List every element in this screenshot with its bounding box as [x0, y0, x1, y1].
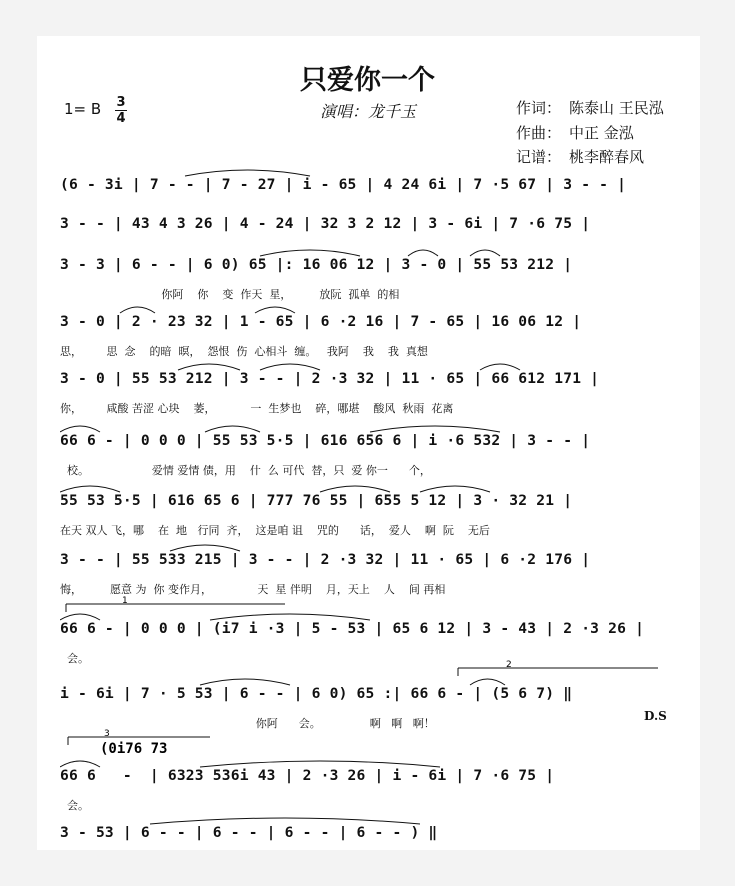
volta-1-number: 1	[122, 596, 128, 606]
volta-3-notes: (0i76 73	[100, 741, 168, 757]
score-line-5-notes: 3 - 0 | 55 53 212 | 3 - - | 2 ·3 32 | 11 · 65 | 66 612 171 |	[60, 370, 600, 387]
score-line-9-notes: 66 6 - | 0 0 0 | (i7 i ·3 | 5 - 53 | 65 6 12 | 3 - 43 | 2 ·3 26 |	[60, 620, 645, 637]
singer-credit: 演唱：龙千玉	[320, 102, 417, 121]
score-line-12-notes: 3 - 53 | 6 - - | 6 - - | 6 - - | 6 - - ) ‖	[60, 824, 438, 841]
score-line-1-notes: (6 - 3i | 7 - - | 7 - 27 | i - 65 | 4 24 6i | 7 ·5 67 | 3 - - |	[60, 176, 627, 193]
composer-label: 作曲：	[516, 124, 562, 142]
score-line-11-notes: 66 6 - | 6323 536i 43 | 2 ·3 26 | i - 6i | 7 ·6 75 |	[60, 767, 555, 784]
score-line-7-notes: 55 53 5·5 | 616 65 6 | 777 76 55 | 655 5 12 | 3 · 32 21 |	[60, 492, 573, 509]
score-line-9-lyrics: 会。	[60, 652, 89, 665]
transcriber-name: 桃李醉春风	[569, 148, 645, 166]
lyricist-name: 陈泰山 王民泓	[569, 99, 664, 117]
volta-2-number: 2	[506, 660, 512, 670]
score-line-8-lyrics: 悔， 愿意 为 你 变作月， 天 星 伴明 月，天上 人 间 再相	[60, 583, 446, 596]
score-line-7-lyrics: 在天 双人 飞，哪 在 地 行同 齐， 这是咱 诅 咒的 话， 爱人 啊 阮 无后	[60, 524, 490, 537]
volta-3-number: 3	[104, 729, 110, 739]
score-line-5-lyrics: 你， 咸酸 苦涩 心块 萎， 一 生梦也 碎，哪堪 酸风 秋雨 花离	[60, 402, 454, 415]
score-line-3-lyrics: 你阿 你 变 作天 星， 放阮 孤单 的相	[60, 288, 400, 301]
composer-credit	[516, 122, 634, 143]
score-line-3-notes: 3 - 3 | 6 - - | 6 0) 65 |: 16 06 12 | 3 - 0 | 55 53 212 |	[60, 256, 573, 273]
song-title: 只爱你一个	[300, 65, 435, 96]
score-line-6-notes: 66 6 - | 0 0 0 | 55 53 5·5 | 616 656 6 | i ·6 532 | 3 - - |	[60, 432, 591, 449]
score-line-10-lyrics: 你阿 会。 啊 啊 啊！	[60, 717, 435, 730]
score-line-4-notes: 3 - 0 | 2 · 23 32 | 1 - 65 | 6 ·2 16 | 7 - 65 | 16 06 12 |	[60, 313, 582, 330]
lyricist-label: 作词：	[516, 99, 562, 117]
transcriber-credit	[516, 146, 644, 167]
lyricist-credit	[516, 97, 664, 118]
score-line-11-lyrics: 会。	[60, 799, 89, 812]
composer-name: 中正 金泓	[569, 124, 634, 142]
time-signature	[115, 96, 127, 125]
score-line-2-notes: 3 - - | 43 4 3 26 | 4 - 24 | 32 3 2 12 | 3 - 6i | 7 ·6 75 |	[60, 215, 591, 232]
time-sig-top: 3	[116, 95, 126, 110]
score-line-4-lyrics: 思， 思 念 的暗 暝， 怨恨 伤 心相斗 缠。 我阿 我 我 真想	[60, 345, 428, 358]
ds-marking: D.S	[644, 709, 667, 723]
score-line-10-notes: i - 6i | 7 · 5 53 | 6 - - | 6 0) 65 :| 66 6 - | (5 6 7) ‖	[60, 685, 573, 702]
score-line-6-lyrics: 校。 爱情 爱情 债，用 什 么 可代 替，只 爱 你一 个，	[60, 464, 431, 477]
score-line-8-notes: 3 - - | 55 533 215 | 3 - - | 2 ·3 32 | 11 · 65 | 6 ·2 176 |	[60, 551, 591, 568]
key-signature: 1= B	[64, 100, 102, 118]
transcriber-label: 记谱：	[516, 148, 562, 166]
time-sig-bottom: 4	[116, 111, 126, 126]
